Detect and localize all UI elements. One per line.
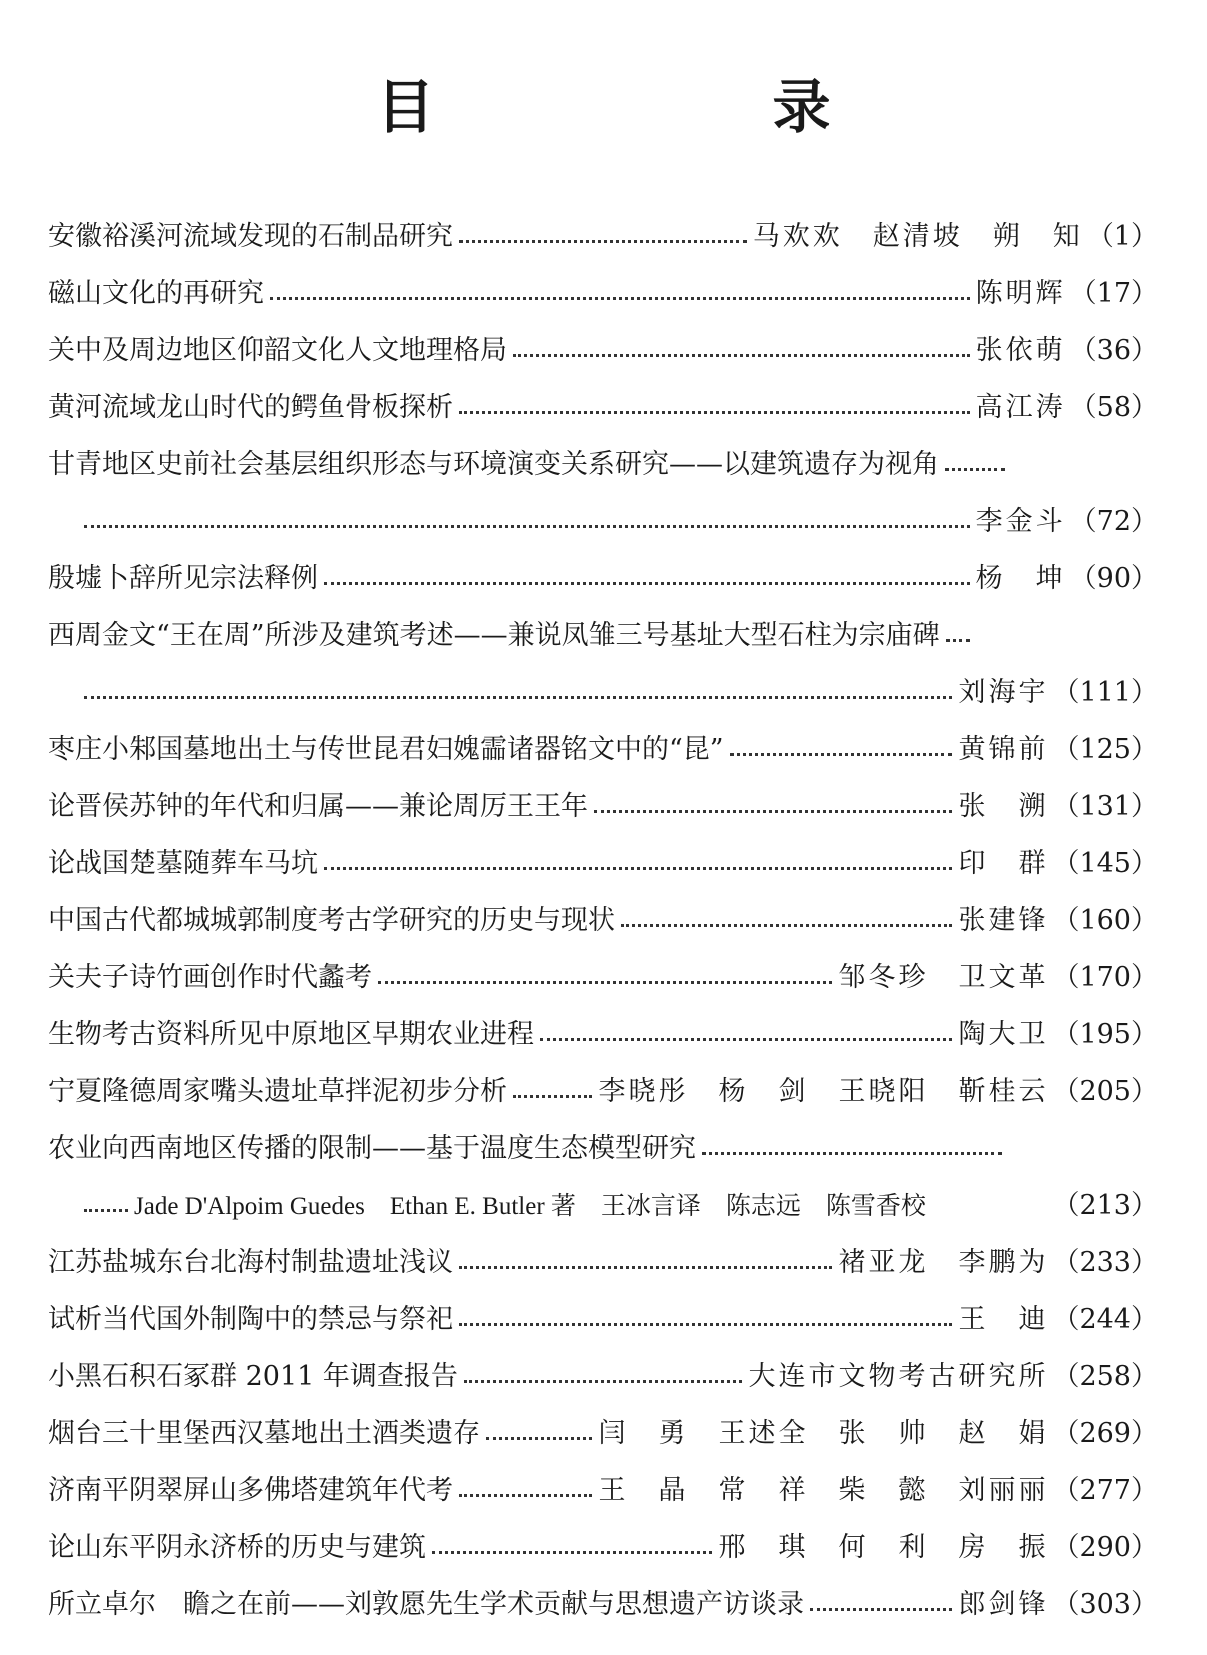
entry-authors: 郎剑锋	[958, 1589, 1049, 1620]
dot-leader	[730, 752, 953, 756]
entry-authors: 刘海宇	[958, 677, 1049, 708]
entry-authors: 褚亚龙 李鹏为	[838, 1247, 1049, 1278]
entry-authors: 马欢欢 赵清坡 朔 知	[752, 221, 1083, 252]
dot-leader	[84, 695, 952, 699]
entry-page: （1）	[1086, 221, 1158, 252]
dot-leader	[84, 524, 970, 528]
toc-entry[interactable]	[48, 196, 1158, 253]
entry-page: （258）	[1052, 1361, 1158, 1392]
entry-title: 甘青地区史前社会基层组织形态与环境演变关系研究——以建筑遗存为视角	[48, 449, 939, 480]
entry-title: 农业向西南地区传播的限制——基于温度生态模型研究	[48, 1133, 696, 1164]
entry-authors: 邹冬珍 卫文革	[838, 962, 1049, 993]
toc-entry[interactable]	[48, 367, 1158, 424]
dot-leader	[621, 923, 952, 927]
entry-authors: 邢 琪 何 利 房 振	[718, 1532, 1049, 1563]
entry-title: 论战国楚墓随葬车马坑	[48, 848, 318, 879]
dot-leader	[946, 638, 970, 642]
entry-page: （36）	[1069, 335, 1158, 366]
entry-authors: 大连市文物考古研究所	[748, 1361, 1049, 1392]
toc-entry-continuation	[48, 1165, 1158, 1222]
toc-entry[interactable]	[48, 994, 1158, 1051]
entry-page: （205）	[1052, 1076, 1158, 1107]
page-title: 目 录	[376, 73, 971, 141]
toc-entry[interactable]	[48, 1507, 1158, 1564]
entry-page: （90）	[1069, 563, 1158, 594]
entry-page: （303）	[1052, 1589, 1158, 1620]
entry-page: （170）	[1052, 962, 1158, 993]
entry-page: （233）	[1052, 1247, 1158, 1278]
entry-title: 试析当代国外制陶中的禁忌与祭祀	[48, 1304, 453, 1335]
toc-entry[interactable]	[48, 709, 1158, 766]
toc-entry[interactable]	[48, 1450, 1158, 1507]
entry-title: 论山东平阴永济桥的历史与建筑	[48, 1532, 426, 1563]
toc-entry[interactable]	[48, 1222, 1158, 1279]
entry-title: 生物考古资料所见中原地区早期农业进程	[48, 1019, 534, 1050]
entry-page: （269）	[1052, 1418, 1158, 1449]
entry-title: 黄河流域龙山时代的鳄鱼骨板探析	[48, 392, 453, 423]
entry-authors: 高江涛	[975, 392, 1066, 423]
toc-entry[interactable]	[48, 1051, 1158, 1108]
dot-leader	[810, 1607, 952, 1611]
entry-title: 小黑石积石冢群 2011 年调查报告	[48, 1361, 458, 1392]
dot-leader	[432, 1550, 712, 1554]
entry-title: 所立卓尔 瞻之在前——刘敦愿先生学术贡献与思想遗产访谈录	[48, 1589, 804, 1620]
entry-title: 殷墟卜辞所见宗法释例	[48, 563, 318, 594]
toc-entry[interactable]	[48, 1108, 1158, 1165]
entry-title: 西周金文“王在周”所涉及建筑考述——兼说凤雏三号基址大型石柱为宗庙碑	[48, 620, 940, 651]
dot-leader	[378, 980, 832, 984]
toc-entry[interactable]	[48, 1336, 1158, 1393]
toc-entry[interactable]	[48, 595, 1158, 652]
toc-entry[interactable]	[48, 1393, 1158, 1450]
toc-entry[interactable]	[48, 310, 1158, 367]
entry-authors: 张 溯	[958, 791, 1049, 822]
dot-leader	[459, 239, 747, 243]
dot-leader	[513, 353, 970, 357]
entry-page: （213）	[1052, 1190, 1158, 1221]
entry-authors: 王 迪	[958, 1304, 1049, 1335]
toc-entry[interactable]	[48, 1564, 1158, 1621]
dot-leader	[594, 809, 952, 813]
entry-title: 江苏盐城东台北海村制盐遗址浅议	[48, 1247, 453, 1278]
dot-leader	[270, 296, 970, 300]
entry-authors: Jade D'Alpoim Guedes Ethan E. Butler 著 王冰言译 陈志远 陈雪香校	[134, 1193, 926, 1220]
toc-entry[interactable]	[48, 538, 1158, 595]
dot-leader	[540, 1037, 952, 1041]
entry-page: （290）	[1052, 1532, 1158, 1563]
entry-authors: 陈明辉	[975, 278, 1066, 309]
entry-page: （17）	[1069, 278, 1158, 309]
entry-page: （160）	[1052, 905, 1158, 936]
entry-authors: 李晓彤 杨 剑 王晓阳 靳桂云	[598, 1076, 1049, 1107]
dot-leader	[464, 1379, 743, 1383]
entry-authors: 杨 坤	[975, 563, 1066, 594]
toc-entry[interactable]	[48, 424, 1158, 481]
entry-page: （131）	[1052, 791, 1158, 822]
entry-authors: 黄锦前	[958, 734, 1049, 765]
entry-title: 关中及周边地区仰韶文化人文地理格局	[48, 335, 507, 366]
dot-leader	[459, 410, 970, 414]
dot-leader	[84, 1208, 128, 1212]
dot-leader	[459, 1322, 952, 1326]
dot-leader	[513, 1094, 592, 1098]
entry-authors: 李金斗	[975, 506, 1066, 537]
entry-authors: 张依萌	[975, 335, 1066, 366]
entry-page: （145）	[1052, 848, 1158, 879]
dot-leader	[486, 1436, 592, 1440]
entry-authors: 陶大卫	[958, 1019, 1049, 1050]
entry-page: （195）	[1052, 1019, 1158, 1050]
toc-entry[interactable]	[48, 766, 1158, 823]
entry-title: 济南平阴翠屏山多佛塔建筑年代考	[48, 1475, 453, 1506]
entry-authors: 闫 勇 王述全 张 帅 赵 娟	[598, 1418, 1049, 1449]
toc-entry-continuation	[48, 652, 1158, 709]
table-of-contents	[48, 196, 1158, 1621]
toc-entry[interactable]	[48, 880, 1158, 937]
toc-entry[interactable]	[48, 1279, 1158, 1336]
entry-title: 论晋侯苏钟的年代和归属——兼论周厉王王年	[48, 791, 588, 822]
entry-title: 枣庄小邾国墓地出土与传世昆君妇媿霝诸器铭文中的“昆”	[48, 734, 724, 765]
toc-entry[interactable]	[48, 823, 1158, 880]
entry-authors: 王 晶 常 祥 柴 懿 刘丽丽	[598, 1475, 1049, 1506]
entry-title: 关夫子诗竹画创作时代蠡考	[48, 962, 372, 993]
toc-entry[interactable]	[48, 937, 1158, 994]
entry-title: 安徽裕溪河流域发现的石制品研究	[48, 221, 453, 252]
entry-page: （72）	[1069, 506, 1158, 537]
toc-entry-continuation	[48, 481, 1158, 538]
entry-title: 宁夏隆德周家嘴头遗址草拌泥初步分析	[48, 1076, 507, 1107]
dot-leader	[459, 1265, 832, 1269]
entry-title: 中国古代都城城郭制度考古学研究的历史与现状	[48, 905, 615, 936]
dot-leader	[324, 866, 952, 870]
entry-page: （58）	[1069, 392, 1158, 423]
entry-title: 烟台三十里堡西汉墓地出土酒类遗存	[48, 1418, 480, 1449]
dot-leader	[459, 1493, 592, 1497]
entry-page: （244）	[1052, 1304, 1158, 1335]
entry-title: 磁山文化的再研究	[48, 278, 264, 309]
dot-leader	[324, 581, 970, 585]
entry-page: （111）	[1052, 677, 1158, 708]
toc-entry[interactable]	[48, 253, 1158, 310]
dot-leader	[945, 467, 1005, 471]
entry-authors: 张建锋	[958, 905, 1049, 936]
entry-page: （125）	[1052, 734, 1158, 765]
dot-leader	[702, 1151, 1002, 1155]
entry-authors: 印 群	[958, 848, 1049, 879]
entry-page: （277）	[1052, 1475, 1158, 1506]
